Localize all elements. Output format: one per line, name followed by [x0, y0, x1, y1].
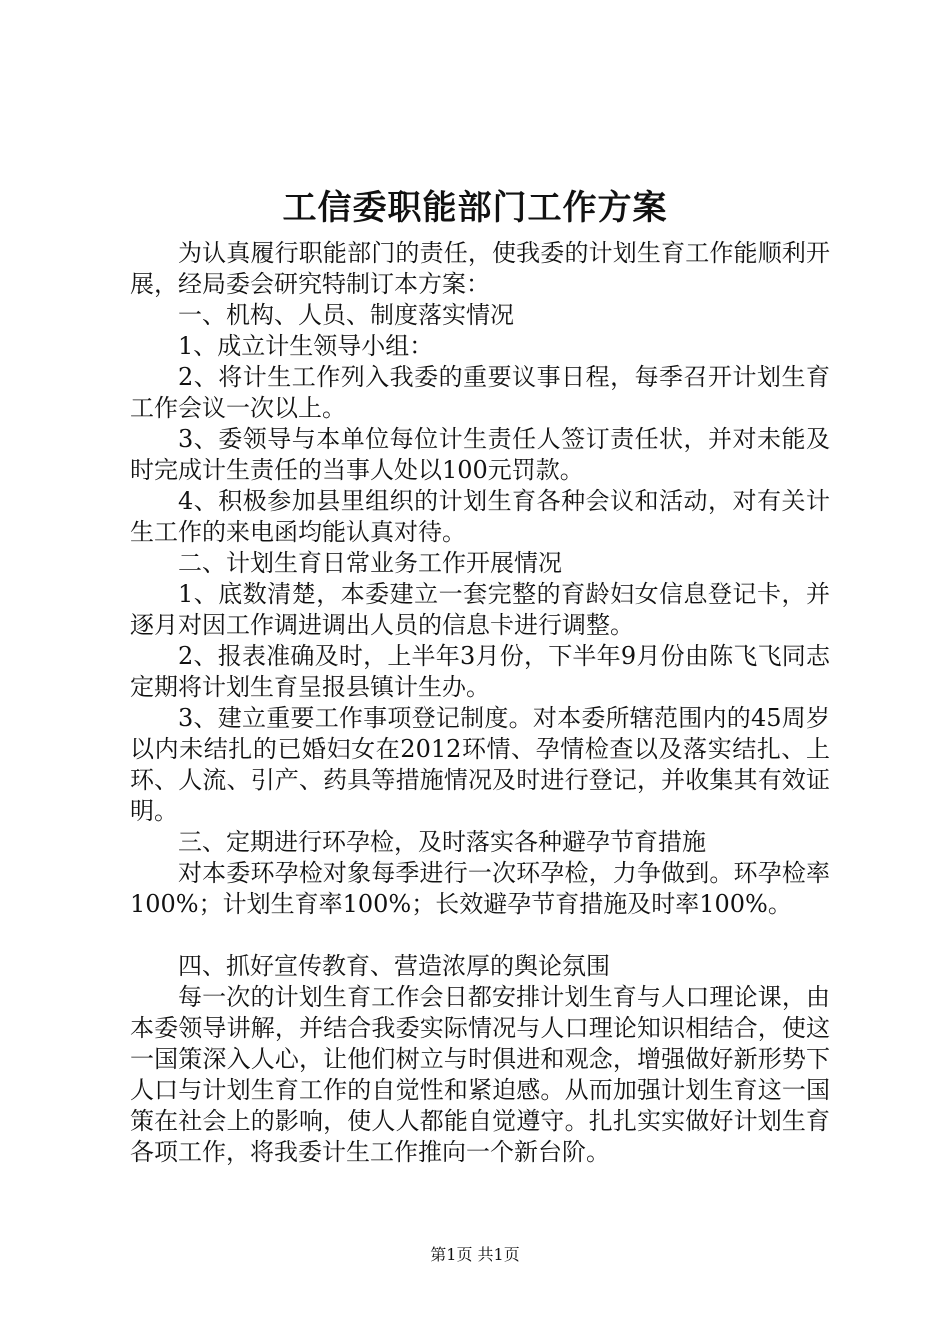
paragraph-3-1: 对本委环孕检对象每季进行一次环孕检，力争做到。环孕检率100%；计划生育率100%；长效避孕节育措施及时率100%。	[130, 859, 830, 918]
document-title: 工信委职能部门工作方案	[282, 188, 668, 228]
paragraph-1-1: 1、成立计生领导小组：	[178, 332, 434, 360]
paragraph-1-4: 4、积极参加县里组织的计划生育各种会议和活动，对有关计生工作的来电函均能认真对待。	[130, 487, 830, 546]
paragraph-1-3: 3、委领导与本单位每位计生责任人签订责任状，并对未能及时完成计生责任的当事人处以100元罚款。	[130, 425, 830, 484]
paragraph-2-2: 2、报表准确及时，上半年3月份，下半年9月份由陈飞飞同志定期将计划生育呈报县镇计生办。	[130, 642, 830, 701]
section-heading-2: 二、计划生育日常业务工作开展情况	[178, 549, 562, 577]
paragraph-2-3: 3、建立重要工作事项登记制度。对本委所辖范围内的45周岁以内未结扎的已婚妇女在2012环情、孕情检查以及落实结扎、上环、人流、引产、药具等措施情况及时进行登记，并收集其有效证明。	[130, 704, 830, 825]
paragraph-1-2: 2、将计生工作列入我委的重要议事日程，每季召开计划生育工作会议一次以上。	[130, 363, 830, 422]
paragraph-4-1: 每一次的计划生育工作会日都安排计划生育与人口理论课，由本委领导讲解，并结合我委实际情况与人口理论知识相结合，使这一国策深入人心，让他们树立与时俱进和观念，增强做好新形势下人口与计划生育工作的自觉性和紧迫感。从而加强计划生育这一国策在社会上的影响，使人人都能自觉遵守。扎扎实实做好计划生育各项工作，将我委计生工作推向一个新台阶。	[130, 983, 830, 1166]
paragraph-2-1: 1、底数清楚，本委建立一套完整的育龄妇女信息登记卡，并逐月对因工作调进调出人员的信息卡进行调整。	[130, 580, 830, 639]
intro-paragraph: 为认真履行职能部门的责任，使我委的计划生育工作能顺利开展，经局委会研究特制订本方案：	[130, 239, 830, 298]
section-heading-3: 三、定期进行环孕检，及时落实各种避孕节育措施	[178, 828, 706, 856]
blank-line	[130, 920, 830, 951]
section-heading-1: 一、机构、人员、制度落实情况	[178, 301, 514, 329]
document-body	[130, 238, 830, 1168]
section-heading-4: 四、抓好宣传教育、营造浓厚的舆论氛围	[178, 952, 610, 980]
page-footer: 第1页 共1页	[430, 1245, 520, 1264]
